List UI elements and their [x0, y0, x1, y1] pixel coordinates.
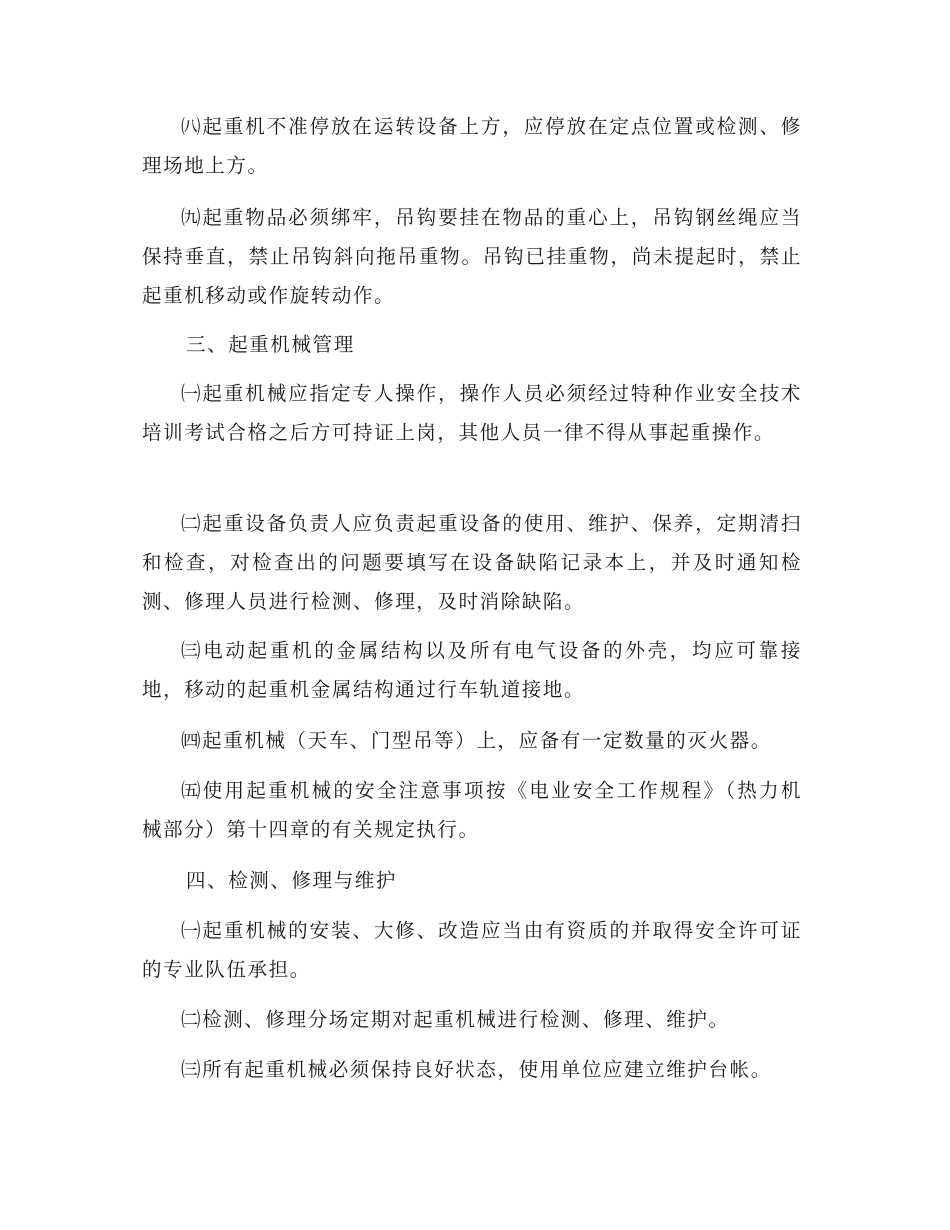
- paragraph-3-3-grounding: ㈢电动起重机的金属结构以及所有电气设备的外壳，均应可靠接地，移动的起重机金属结构通过行车轨道接地。: [142, 639, 802, 701]
- paragraph-4-3-ledger: ㈢所有起重机械必须保持良好状态，使用单位应建立维护台帐。: [181, 1058, 772, 1081]
- section-heading-3: 三、起重机械管理: [186, 333, 355, 356]
- paragraph-3-2-maintenance: ㈡起重设备负责人应负责起重设备的使用、维护、保养，定期清扫和检查，对检查出的问题要填写在设备缺陷记录本上，并及时通知检测、修理人员进行检测、修理，及时消除缺陷。: [142, 512, 802, 613]
- paragraph-3-4-extinguisher: ㈣起重机械（天车、门型吊等）上，应备有一定数量的灭火器。: [181, 729, 772, 752]
- paragraph-3-1-operator: ㈠起重机械应指定专人操作，操作人员必须经过特种作业安全技术培训考试合格之后方可持证上岗，其他人员一律不得从事起重操作。: [142, 382, 802, 444]
- paragraph-9-hook-rule: ㈨起重物品必须绑牢，吊钩要挂在物品的重心上，吊钩钢丝绳应当保持垂直，禁止吊钩斜向拖吊重物。吊钩已挂重物，尚未提起时，禁止起重机移动或作旋转动作。: [142, 206, 802, 307]
- paragraph-4-2-inspection: ㈡检测、修理分场定期对起重机械进行检测、修理、维护。: [181, 1008, 730, 1031]
- paragraph-4-1-installation: ㈠起重机械的安装、大修、改造应当由有资质的并取得安全许可证的专业队伍承担。: [142, 919, 802, 981]
- paragraph-3-5-regulations: ㈤使用起重机械的安全注意事项按《电业安全工作规程》（热力机械部分）第十四章的有关规定执行。: [142, 779, 802, 841]
- section-heading-4: 四、检测、修理与维护: [186, 869, 398, 892]
- paragraph-8-parking-rule: ㈧起重机不准停放在运转设备上方，应停放在定点位置或检测、修理场地上方。: [142, 115, 802, 177]
